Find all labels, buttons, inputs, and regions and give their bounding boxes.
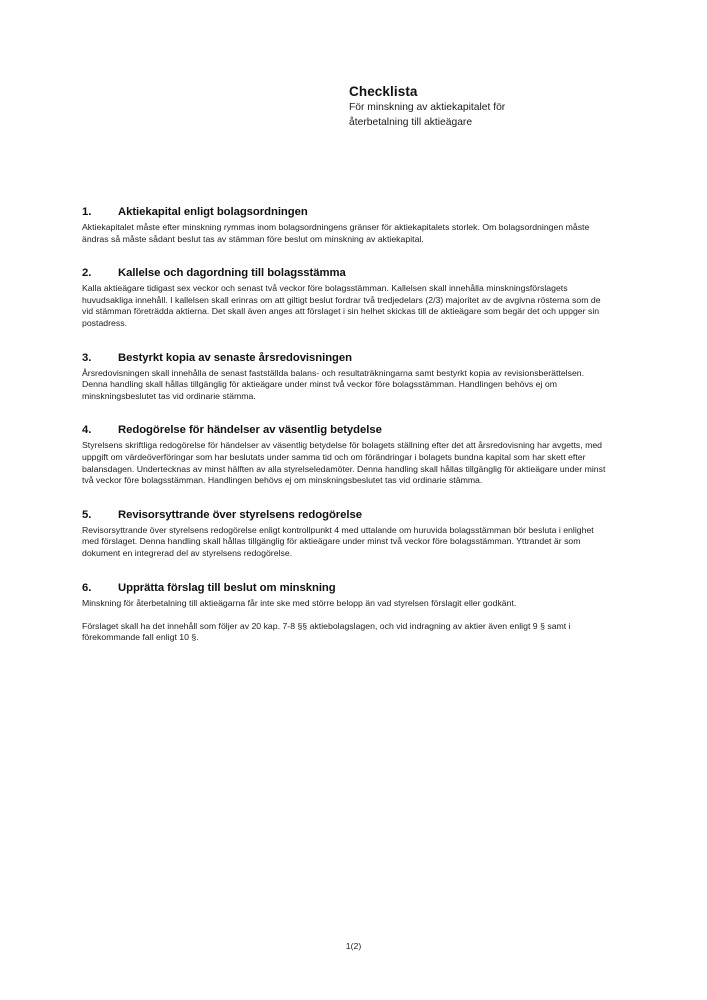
section-paragraph: Styrelsens skriftliga redogörelse för händelser av väsentlig betydelse för bolagets ställning efter det att årsredovisning har avgetts, med uppgift om värdeöverföringar som har beslutats under samma tid och om förändringar i bolagets bundna kapital som har skett efter balansdagen. Undertecknas av minst hälften av alla styrelseledamöter. Denna handling skall hållas tillgänglig för aktieägare under minst två veckor före bolagsstämman. Handlingen behövs ej om minskningsbeslutet tas vid ordinarie stämma.: [82, 440, 606, 486]
section-heading: [82, 351, 606, 365]
checklist-section: [82, 581, 606, 644]
checklist-section: [82, 266, 606, 329]
section-heading: [82, 508, 606, 522]
section-title: Bestyrkt kopia av senaste årsredovisningen: [118, 351, 352, 364]
document-header: [349, 84, 649, 130]
document-subtitle-line-2: återbetalning till aktieägare: [349, 116, 473, 128]
section-number: 6.: [82, 581, 92, 594]
checklist-section: [82, 508, 606, 560]
document-title: Checklista: [349, 84, 418, 99]
checklist-section: [82, 205, 606, 245]
page-footer: [0, 940, 707, 952]
checklist-section: [82, 351, 606, 403]
section-paragraph: Kalla aktieägare tidigast sex veckor och senast två veckor före bolagsstämman. Kallelsen skall innehålla minskningsförslagets huvudsakliga innehåll. I kallelsen skall erinras om att giltigt beslut fordrar två tredjedelars (2/3) majoritet av de avgivna rösterna som de vid stämman företrädda aktierna. Det skall även anges att förslaget i sin helhet skickas till de aktieägare som begär det och uppger sin postadress.: [82, 283, 601, 328]
section-body: [82, 440, 606, 486]
section-number: 1.: [82, 206, 92, 218]
section-paragraph: Aktiekapitalet måste efter minskning rymmas inom bolagsordningens gränser för aktiekapitalets storlek. Om bolagsordningen måste ändras så måste sådant beslut tas av stämman före beslut om minskning av aktiekapital.: [82, 222, 590, 244]
section-number: 5.: [82, 508, 92, 521]
section-paragraph: Revisorsyttrande över styrelsens redogörelse enligt kontrollpunkt 4 med uttalande om huruvida bolagsstämman bör besluta i enlighet med förslaget. Denna handling skall hållas tillgänglig för aktieägare under minst två veckor före bolagsstämman. Yttrandet är som dokument en integrerad del av styrelsens redogörelse.: [82, 524, 594, 558]
section-heading: [82, 581, 606, 595]
section-number: 2.: [82, 267, 92, 280]
section-title: Aktiekapital enligt bolagsordningen: [118, 206, 308, 218]
page-number: 1(2): [345, 941, 362, 951]
section-heading: [82, 266, 606, 280]
section-title: Upprätta förslag till beslut om minskning: [118, 581, 336, 594]
section-number: 3.: [82, 351, 92, 364]
section-body: [82, 283, 606, 329]
section-title: Kallelse och dagordning till bolagsstämma: [118, 267, 346, 280]
section-heading: [82, 423, 606, 437]
section-body: [82, 368, 606, 403]
section-body: [82, 525, 606, 560]
section-title: Redogörelse för händelser av väsentlig betydelse: [118, 424, 382, 437]
section-body: [82, 222, 606, 245]
section-paragraph: Förslaget skall ha det innehåll som följer av 20 kap. 7-8 §§ aktiebolagslagen, och vid indragning av aktier även enligt 9 § samt i förekommande fall enligt 10 §.: [82, 620, 571, 643]
checklist-sections: [82, 205, 606, 644]
section-body: [82, 598, 606, 644]
checklist-section: [82, 423, 606, 486]
document-subtitle-line-1: För minskning av aktiekapitalet för: [349, 102, 506, 113]
section-paragraph: Årsredovisningen skall innehålla de senast fastställda balans- och resultaträkningarna samt bestyrkt kopia av revisionsberättelsen. Denna handling skall hållas tillgänglig för aktieägare under minst två veckor före bolagsstämman. Handlingen behövs ej om minskningsbeslutet tas vid ordinarie stämma.: [82, 367, 585, 401]
section-heading: [82, 205, 606, 219]
section-paragraph: Minskning för återbetalning till aktieägarna får inte ske med större belopp än vad styrelsen förslagit eller godkänt.: [82, 597, 517, 608]
section-title: Revisorsyttrande över styrelsens redogörelse: [118, 508, 362, 521]
section-number: 4.: [82, 424, 92, 437]
